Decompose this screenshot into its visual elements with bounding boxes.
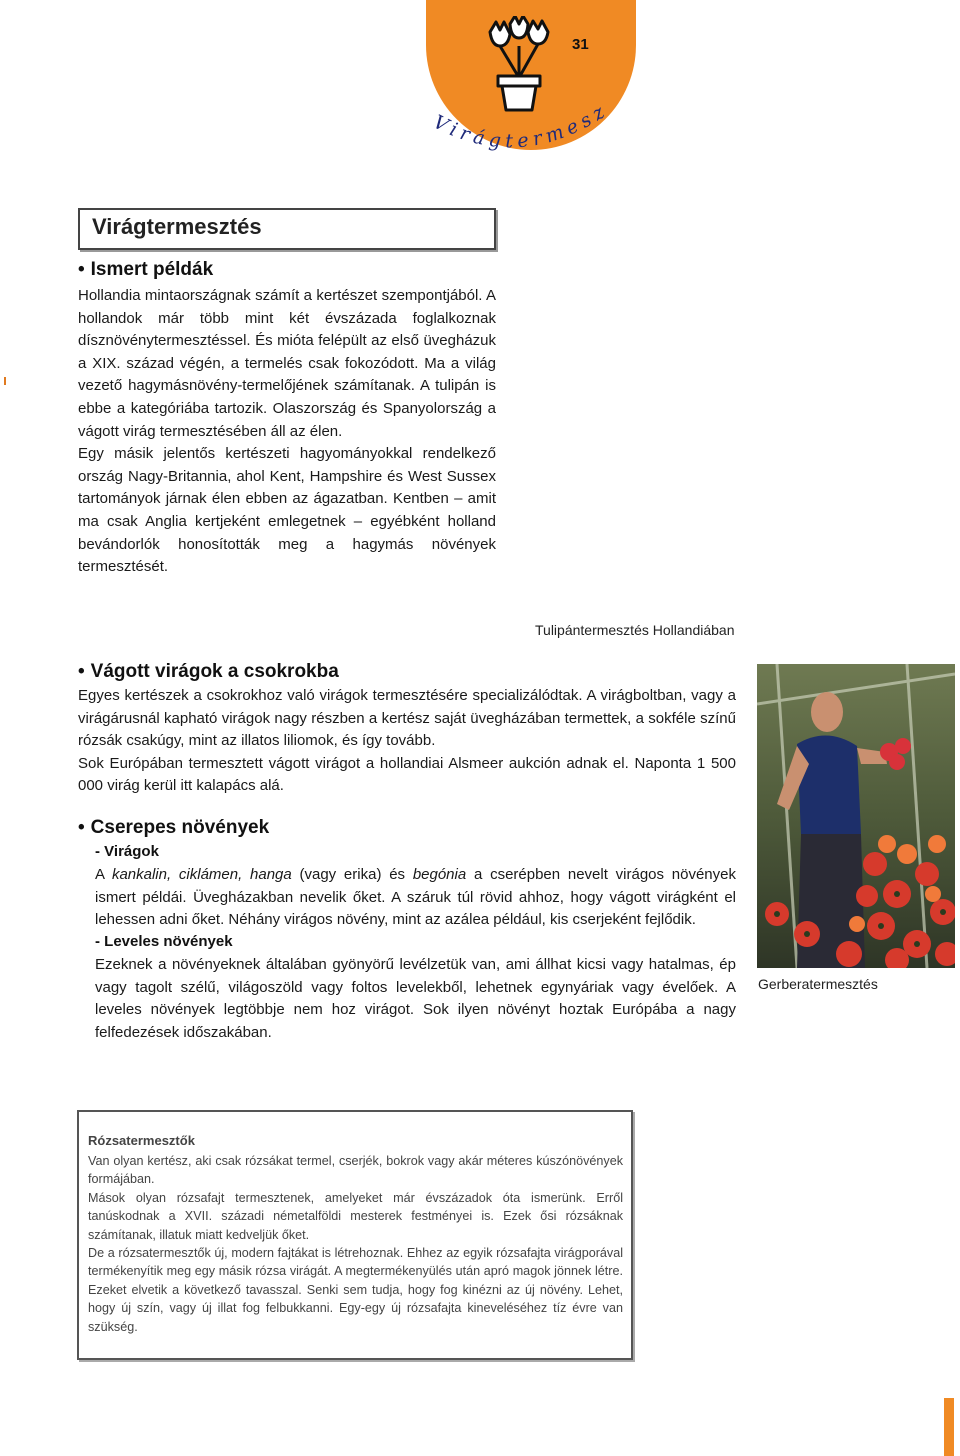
section-heading-text: Ismert példák [90,259,214,280]
paragraph: Mások olyan rózsafajt termesztenek, amelyeket már évszázadok óta ismerünk. Erről tanúskodnak a XVII. századi németalföldi mesterek festményei is. Ezek ősi rózsáknak számítanak, illatuk miatt kedveljük őket. [88,1190,623,1242]
section-heading-text: Vágott virágok a csokrokba [90,661,339,682]
paragraph: Egyes kertészek a csokrokhoz való virágok termesztésére specializálódtak. A virágboltban, vagy a virágárusnál kapható virágok nagy részben a kertész saját üvegházában termettek, a sokféle színű rózsák csakúgy, mint az illatos liliomok, és így tovább. [78,687,736,750]
caption-tulip: Tulipántermesztés Hollandiában [535,622,735,638]
running-title [421,95,630,172]
page-edge-bar [944,1398,954,1456]
body-flowers [95,864,736,932]
caption-gerbera: Gerberatermesztés [758,976,878,992]
section-body-cut [78,685,736,798]
paragraph: Ezeknek a növényeknek általában gyönyörű levélzetük van, ami állhat kicsi vagy hatalmas, ép vagy tagolt szélű, világoszöld vagy foltos levelekből, lehetnek egynyáriak vagy évelőek. A leveles növények legtöbbje nem hoz virágot. Sok ilyen növényt hoztak Európába a nagy felfedezések időszakában. [95,956,736,1041]
paragraph: Hollandia mintaországnak számít a kertészet szempontjából. A hollandok már több mint két évszázada foglalkoznak dísznövénytermesztéssel. És mióta felépült az első üvegházuk a XIX. század végén, a termelés csak fokozódott. Ma a világ vezető hagymásnövény-termelőjének számítanak. A tulipán is ebbe a kategóriába tartozik. Olaszország és Spanyolország a vágott virág termesztésében áll az élen. [78,287,496,440]
text-run: a cserépben nevelt virágos növények ismert példái. Üvegházakban nevelik őket. A száruk túl rövid ahhoz, hogy vágott virágként el lehessen adni őket. Néhány virágos növény, mint az azálea például, kis cserjeként fejlődik. [95,866,736,929]
text-run: (vagy erika) és [291,866,413,883]
body-leafy [95,954,736,1044]
paragraph: De a rózsatermesztők új, modern fajtákat is létrehoznak. Ehhez az egyik rózsafajta virágporával termékenyítik meg egy másik rózsa virágát. A megtermékenyülés után apró magok jönnek létre. Ezeket elvetik a következő tavasszal. Senki sem tudja, hogy fog kinézni az új növény. Lehet, hogy új szín, vagy új illat fog felbukkanni. Egy-egy új rózsafajta kineveléséhez tíz évre van szükség. [88,1246,623,1334]
page-title: Virágtermesztés [92,214,262,239]
section-heading-potted [78,817,269,839]
paragraph: Sok Európában termesztett vágott virágot a hollandiai Alsmeer aukción adnak el. Naponta 1 500 000 virág kerül itt kalapács alá. [78,754,736,795]
subheading-flowers: - Virágok [95,843,159,860]
flower-pot-icon [478,16,560,112]
margin-mark [4,377,6,385]
italic-run: kankalin, ciklámen, hanga [111,866,292,883]
section-heading-known [78,259,213,281]
section-heading-text: Cserepes növények [90,817,270,838]
bullet: • [78,817,85,838]
title-box [78,208,496,250]
bullet: • [78,661,85,682]
subheading-leafy: - Leveles növények [95,933,233,950]
section-body-known [78,285,496,579]
text-run: A [95,866,112,883]
page-number: 31 [572,36,589,53]
paragraph [95,864,736,932]
info-box-roses [77,1110,633,1360]
gerbera-photo [757,664,955,968]
info-box-body [88,1152,623,1336]
bullet: • [78,259,85,280]
paragraph: Egy másik jelentős kertészeti hagyományokkal rendelkező ország Nagy-Britannia, ahol Kent, Hampshire és West Sussex tartományok járnak élen ebben az ágazatban. Kentben – amit ma csak Anglia kertjeként emlegetnek – egyébként holland bevándorlók honosították meg a hagymás növények termesztését. [78,445,496,576]
italic-run: begónia [412,866,467,883]
info-box-title: Rózsatermesztők [88,1133,195,1148]
paragraph: Van olyan kertész, aki csak rózsákat termel, cserjék, bokrok vagy akár méteres kúszónövények formájában. [88,1154,623,1187]
section-heading-cut [78,661,339,683]
running-title-text: Virágtermesztés [421,95,613,153]
